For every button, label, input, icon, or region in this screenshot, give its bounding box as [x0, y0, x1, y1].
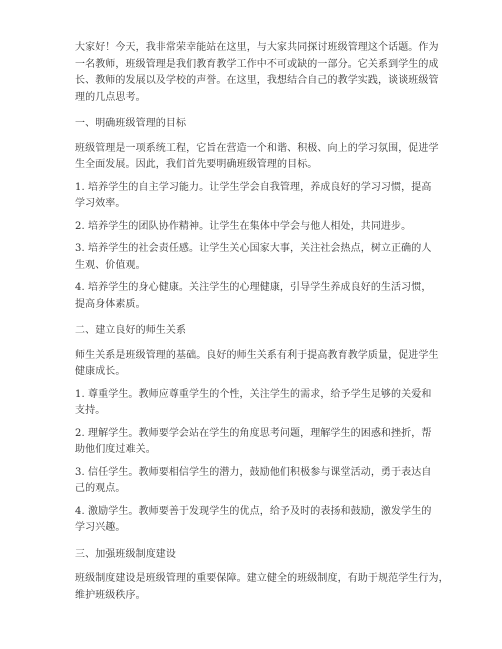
text-line: 1. 尊重学生。教师应尊重学生的个性，关注学生的需求，给予学生足够的关爱和 [75, 388, 432, 400]
text-line: 2. 培养学生的团队协作精神。让学生在集体中学会与他人相处，共同进步。 [75, 220, 412, 232]
text-line: 班级制度建设是班级管理的重要保障。建立健全的班级制度，有助于规范学生行为， [75, 573, 449, 584]
list-item [75, 426, 433, 459]
section-paragraph [75, 348, 439, 381]
text-line: 班级管理是一项系统工程，它旨在营造一个和谐、积极、向上的学习氛围，促进学 [75, 142, 439, 154]
text-line: 维护班级秩序。 [75, 589, 146, 601]
text-line: 健康成长。 [75, 366, 126, 377]
text-line: 4. 激励学生。教师要善于发现学生的优点，给予及时的表扬和鼓励，激发学生的 [75, 505, 432, 517]
list-item [75, 387, 433, 420]
list-item [75, 504, 433, 537]
text-line: 3. 信任学生。教师要相信学生的潜力，鼓励他们积极参与课堂活动，勇于表达自 [75, 466, 432, 478]
text-line: 学习兴趣。 [75, 522, 126, 533]
list-item [75, 280, 433, 313]
text-line: 支持。 [75, 405, 106, 416]
text-line: 一名教师，班级管理是我们教育教学工作中不可或缺的一部分。它关系到学生的成 [75, 58, 439, 70]
section-paragraph [75, 141, 439, 174]
text-line: 学习效率。 [75, 198, 126, 209]
text-line: 助他们度过难关。 [75, 444, 156, 455]
list-item [75, 180, 433, 213]
text-line: 4. 培养学生的身心健康。关注学生的心理健康，引导学生养成良好的生活习惯， [75, 282, 432, 293]
section-heading: 三、加强班级制度建设 [75, 548, 176, 560]
text-line: 大家好！今天，我非常荣幸能站在这里，与大家共同探讨班级管理这个话题。作为 [75, 42, 439, 53]
text-line: 己的观点。 [75, 483, 126, 494]
section-paragraph [75, 571, 449, 604]
section-heading: 一、明确班级管理的目标 [75, 118, 187, 129]
section-heading: 二、建立良好的师生关系 [75, 325, 187, 336]
document-content [75, 40, 449, 610]
list-item [75, 241, 433, 274]
text-line: 3. 培养学生的社会责任感。让学生关心国家大事，关注社会热点，树立正确的人 [75, 243, 432, 254]
text-line: 理的几点思考。 [75, 91, 146, 103]
text-line: 1. 培养学生的自主学习能力。让学生学会自我管理，养成良好的学习习惯，提高 [75, 181, 432, 193]
text-line: 生全面发展。因此，我们首先要明确班级管理的目标。 [75, 159, 318, 170]
intro-paragraph [75, 40, 439, 106]
text-line: 生观、价值观。 [75, 259, 146, 271]
text-line: 师生关系是班级管理的基础。良好的师生关系有利于提高教育教学质量，促进学生 [75, 349, 439, 361]
list-item [75, 219, 433, 236]
list-item [75, 465, 433, 498]
text-line: 提高身体素质。 [75, 298, 146, 310]
text-line: 长、教师的发展以及学校的声誉。在这里，我想结合自己的教学实践，谈谈班级管 [75, 75, 439, 86]
text-line: 2. 理解学生。教师要学会站在学生的角度思考问题，理解学生的困惑和挫折，帮 [75, 427, 432, 439]
